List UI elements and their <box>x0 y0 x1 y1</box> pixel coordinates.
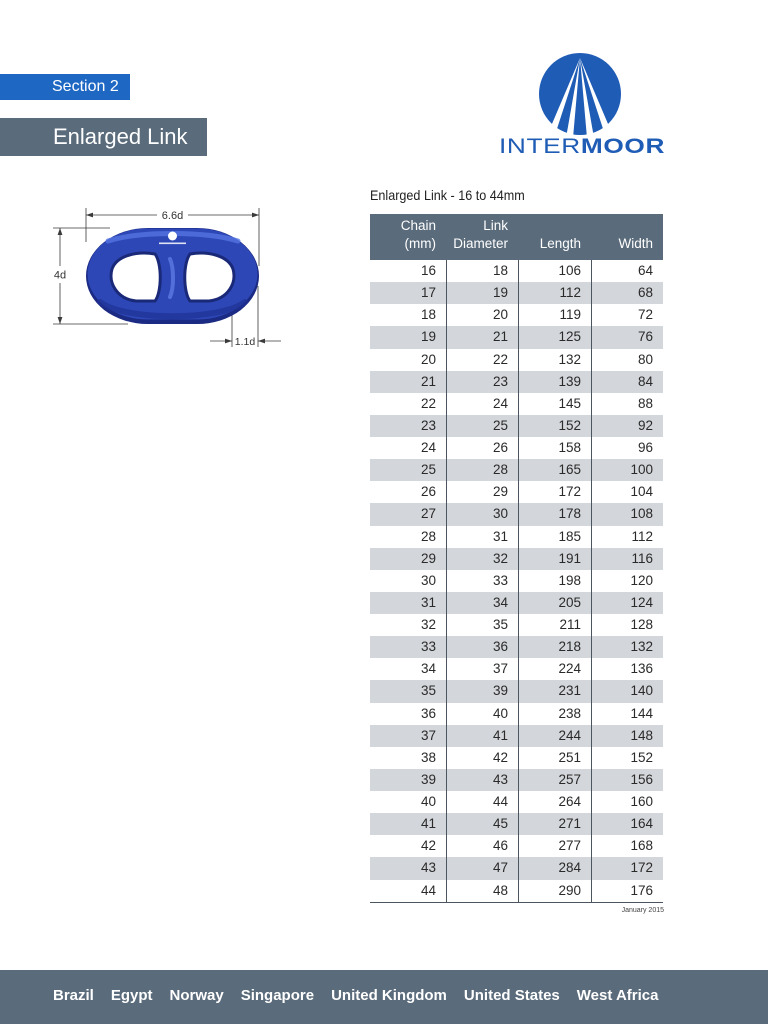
cell-chain: 25 <box>420 462 436 478</box>
cell-chain: 35 <box>420 683 436 699</box>
table-row <box>370 769 663 791</box>
cell-chain: 34 <box>420 661 436 677</box>
footer-location-singapore: Singapore <box>240 986 315 1004</box>
cell-link-diameter: 34 <box>446 592 518 614</box>
cell-link-diameter: 39 <box>446 680 518 702</box>
header-width-line: Width <box>618 236 653 251</box>
cell-link-diameter: 32 <box>446 548 518 570</box>
table-row <box>370 680 663 702</box>
header-chain <box>370 214 446 260</box>
cell-link-diameter: 29 <box>446 481 518 503</box>
cell-length: 224 <box>518 658 591 680</box>
cell-chain: 18 <box>420 307 436 323</box>
cell-width: 84 <box>591 371 663 393</box>
table-row <box>370 747 663 769</box>
logo-wordmark-bold: MOOR <box>580 135 666 158</box>
cell-length: 185 <box>518 526 591 548</box>
table-row <box>370 548 663 570</box>
footer-location-united-kingdom: United Kingdom <box>331 986 447 1004</box>
cell-chain: 28 <box>420 528 436 544</box>
cell-width: 80 <box>591 349 663 371</box>
cell-link-diameter: 43 <box>446 769 518 791</box>
header-link-diameter <box>446 214 518 260</box>
page-title: Enlarged Link <box>53 124 188 149</box>
cell-chain: 41 <box>420 816 436 832</box>
cell-width: 120 <box>591 570 663 592</box>
dimension-length-label: 6.6d <box>161 210 184 222</box>
link-opening-left <box>111 253 160 301</box>
cell-length: 112 <box>518 282 591 304</box>
header-chain-line: (mm) <box>404 236 436 251</box>
table-row <box>370 304 663 326</box>
cell-chain: 29 <box>420 550 436 566</box>
cell-link-diameter: 19 <box>446 282 518 304</box>
cell-width: 168 <box>591 835 663 857</box>
cell-length: 152 <box>518 415 591 437</box>
cell-link-diameter: 36 <box>446 636 518 658</box>
cell-length: 244 <box>518 725 591 747</box>
cell-length: 218 <box>518 636 591 658</box>
cell-link-diameter: 42 <box>446 747 518 769</box>
cell-width: 140 <box>591 680 663 702</box>
enlarged-link-diagram <box>40 200 290 360</box>
table-row <box>370 703 663 725</box>
cell-length: 251 <box>518 747 591 769</box>
cell-length: 191 <box>518 548 591 570</box>
cell-link-diameter: 37 <box>446 658 518 680</box>
table-caption: Enlarged Link - 16 to 44mm <box>370 187 525 203</box>
cell-link-diameter: 23 <box>446 371 518 393</box>
cell-length: 264 <box>518 791 591 813</box>
cell-width: 164 <box>591 813 663 835</box>
table-row <box>370 835 663 857</box>
cell-link-diameter: 41 <box>446 725 518 747</box>
cell-width: 88 <box>591 393 663 415</box>
cell-width: 64 <box>591 260 663 282</box>
company-logo-wordmark <box>499 135 665 159</box>
dimension-bar-diameter <box>210 336 281 348</box>
cell-link-diameter: 46 <box>446 835 518 857</box>
cell-chain: 40 <box>420 794 436 809</box>
arrowhead-icon <box>252 213 259 218</box>
cell-chain: 37 <box>420 727 436 743</box>
cell-chain: 42 <box>420 838 436 854</box>
footer-location-west-africa: West Africa <box>576 986 659 1004</box>
cell-length: 106 <box>518 260 591 282</box>
cell-chain: 16 <box>420 263 436 278</box>
cell-width: 152 <box>591 747 663 769</box>
table-row <box>370 570 663 592</box>
cell-width: 156 <box>591 769 663 791</box>
cell-width: 104 <box>591 481 663 503</box>
cell-length: 231 <box>518 680 591 702</box>
cell-length: 277 <box>518 835 591 857</box>
cell-width: 172 <box>591 857 663 879</box>
header-link-diameter-line: Link <box>483 218 508 233</box>
table-row <box>370 349 663 371</box>
table-row <box>370 371 663 393</box>
cell-width: 68 <box>591 282 663 304</box>
cell-chain: 27 <box>420 506 436 522</box>
table-row <box>370 481 663 503</box>
cell-width: 124 <box>591 592 663 614</box>
cell-width: 108 <box>591 503 663 525</box>
link-opening-right <box>185 253 234 301</box>
cell-link-diameter: 31 <box>446 526 518 548</box>
cell-chain: 33 <box>420 639 436 655</box>
cell-chain: 19 <box>420 329 436 345</box>
chain-link-illustration <box>86 228 259 324</box>
cell-width: 148 <box>591 725 663 747</box>
cell-width: 92 <box>591 415 663 437</box>
table-body <box>370 260 663 903</box>
dimension-bar-diameter-label: 1.1d <box>234 336 256 348</box>
footer-location-united-states: United States <box>463 986 560 1004</box>
cell-chain: 31 <box>420 594 436 610</box>
cell-length: 211 <box>518 614 591 636</box>
cell-link-diameter: 44 <box>446 791 518 813</box>
cell-length: 290 <box>518 880 591 902</box>
dimension-length <box>86 208 259 222</box>
cell-length: 198 <box>518 570 591 592</box>
cell-chain: 30 <box>420 572 436 588</box>
footer-location-brazil: Brazil <box>53 986 94 1004</box>
logo-wordmark-regular: INTER <box>499 135 581 158</box>
cell-chain: 22 <box>420 395 436 411</box>
footer-location-egypt: Egypt <box>110 986 153 1004</box>
cell-width: 96 <box>591 437 663 459</box>
cell-length: 158 <box>518 437 591 459</box>
header-length-line: Length <box>539 236 581 251</box>
cell-width: 112 <box>591 526 663 548</box>
cell-length: 165 <box>518 459 591 481</box>
arrowhead-icon <box>58 228 63 235</box>
cell-chain: 32 <box>420 617 436 632</box>
cell-chain: 43 <box>420 860 436 876</box>
table-row <box>370 503 663 525</box>
table-row <box>370 636 663 658</box>
table-row <box>370 813 663 835</box>
cell-width: 144 <box>591 703 663 725</box>
table-row <box>370 326 663 348</box>
arrowhead-icon <box>225 339 232 344</box>
table-row <box>370 437 663 459</box>
enlarged-link-table <box>370 214 663 903</box>
table-row <box>370 282 663 304</box>
cell-length: 125 <box>518 326 591 348</box>
cell-width: 128 <box>591 614 663 636</box>
emblem-disc <box>539 53 621 135</box>
table-row <box>370 260 663 282</box>
cell-chain: 38 <box>420 749 436 765</box>
cell-length: 145 <box>518 393 591 415</box>
cell-chain: 17 <box>420 285 436 301</box>
table-row <box>370 725 663 747</box>
cell-link-diameter: 18 <box>446 260 518 282</box>
table-row <box>370 459 663 481</box>
cell-width: 116 <box>591 548 663 570</box>
cell-chain: 20 <box>420 351 436 367</box>
cell-link-diameter: 22 <box>446 349 518 371</box>
cell-length: 205 <box>518 592 591 614</box>
cell-width: 72 <box>591 304 663 326</box>
cell-chain: 39 <box>420 771 436 787</box>
cell-link-diameter: 25 <box>446 415 518 437</box>
cell-length: 257 <box>518 769 591 791</box>
arrowhead-icon <box>258 339 265 344</box>
dimension-width-label: 4d <box>53 269 67 282</box>
table-row <box>370 526 663 548</box>
header-width <box>591 214 663 260</box>
cell-link-diameter: 30 <box>446 503 518 525</box>
cell-link-diameter: 40 <box>446 703 518 725</box>
cell-length: 271 <box>518 813 591 835</box>
table-header-row <box>370 214 663 260</box>
cell-link-diameter: 45 <box>446 813 518 835</box>
dimension-width <box>50 228 70 324</box>
table-row <box>370 393 663 415</box>
cell-link-diameter: 28 <box>446 459 518 481</box>
header-link-diameter-line: Diameter <box>453 236 508 251</box>
cell-link-diameter: 35 <box>446 614 518 636</box>
table-row <box>370 791 663 813</box>
cell-link-diameter: 48 <box>446 880 518 902</box>
cell-chain: 44 <box>420 882 436 898</box>
section-tab-label: Section 2 <box>52 78 119 95</box>
cell-length: 139 <box>518 371 591 393</box>
arrowhead-icon <box>86 213 93 218</box>
cell-length: 119 <box>518 304 591 326</box>
cell-link-diameter: 47 <box>446 857 518 879</box>
cell-width: 76 <box>591 326 663 348</box>
cell-width: 100 <box>591 459 663 481</box>
header-length <box>518 214 591 260</box>
cell-link-diameter: 20 <box>446 304 518 326</box>
cell-chain: 26 <box>420 484 436 500</box>
table-row <box>370 857 663 879</box>
table-row <box>370 880 663 902</box>
cell-link-diameter: 24 <box>446 393 518 415</box>
cell-length: 178 <box>518 503 591 525</box>
cell-chain: 23 <box>420 417 436 433</box>
cell-length: 284 <box>518 857 591 879</box>
cell-chain: 24 <box>420 440 436 455</box>
cell-link-diameter: 33 <box>446 570 518 592</box>
cell-link-diameter: 21 <box>446 326 518 348</box>
publication-date: January 2015 <box>621 907 664 914</box>
cell-link-diameter: 26 <box>446 437 518 459</box>
table-row <box>370 658 663 680</box>
cell-width: 160 <box>591 791 663 813</box>
arrowhead-icon <box>58 317 63 324</box>
section-tab <box>0 74 130 100</box>
cell-chain: 36 <box>420 705 436 721</box>
cell-length: 172 <box>518 481 591 503</box>
table-row <box>370 415 663 437</box>
cell-chain: 21 <box>420 373 436 389</box>
footer-locations <box>0 970 768 1024</box>
cell-length: 132 <box>518 349 591 371</box>
cell-width: 136 <box>591 658 663 680</box>
table-row <box>370 614 663 636</box>
footer-bar <box>0 970 768 1024</box>
cell-width: 176 <box>591 880 663 902</box>
title-bar <box>0 118 207 156</box>
cell-width: 132 <box>591 636 663 658</box>
footer-location-norway: Norway <box>169 986 224 1004</box>
intermoor-emblem-icon <box>530 48 630 140</box>
table-row <box>370 592 663 614</box>
cell-length: 238 <box>518 703 591 725</box>
header-chain-line: Chain <box>400 218 436 233</box>
